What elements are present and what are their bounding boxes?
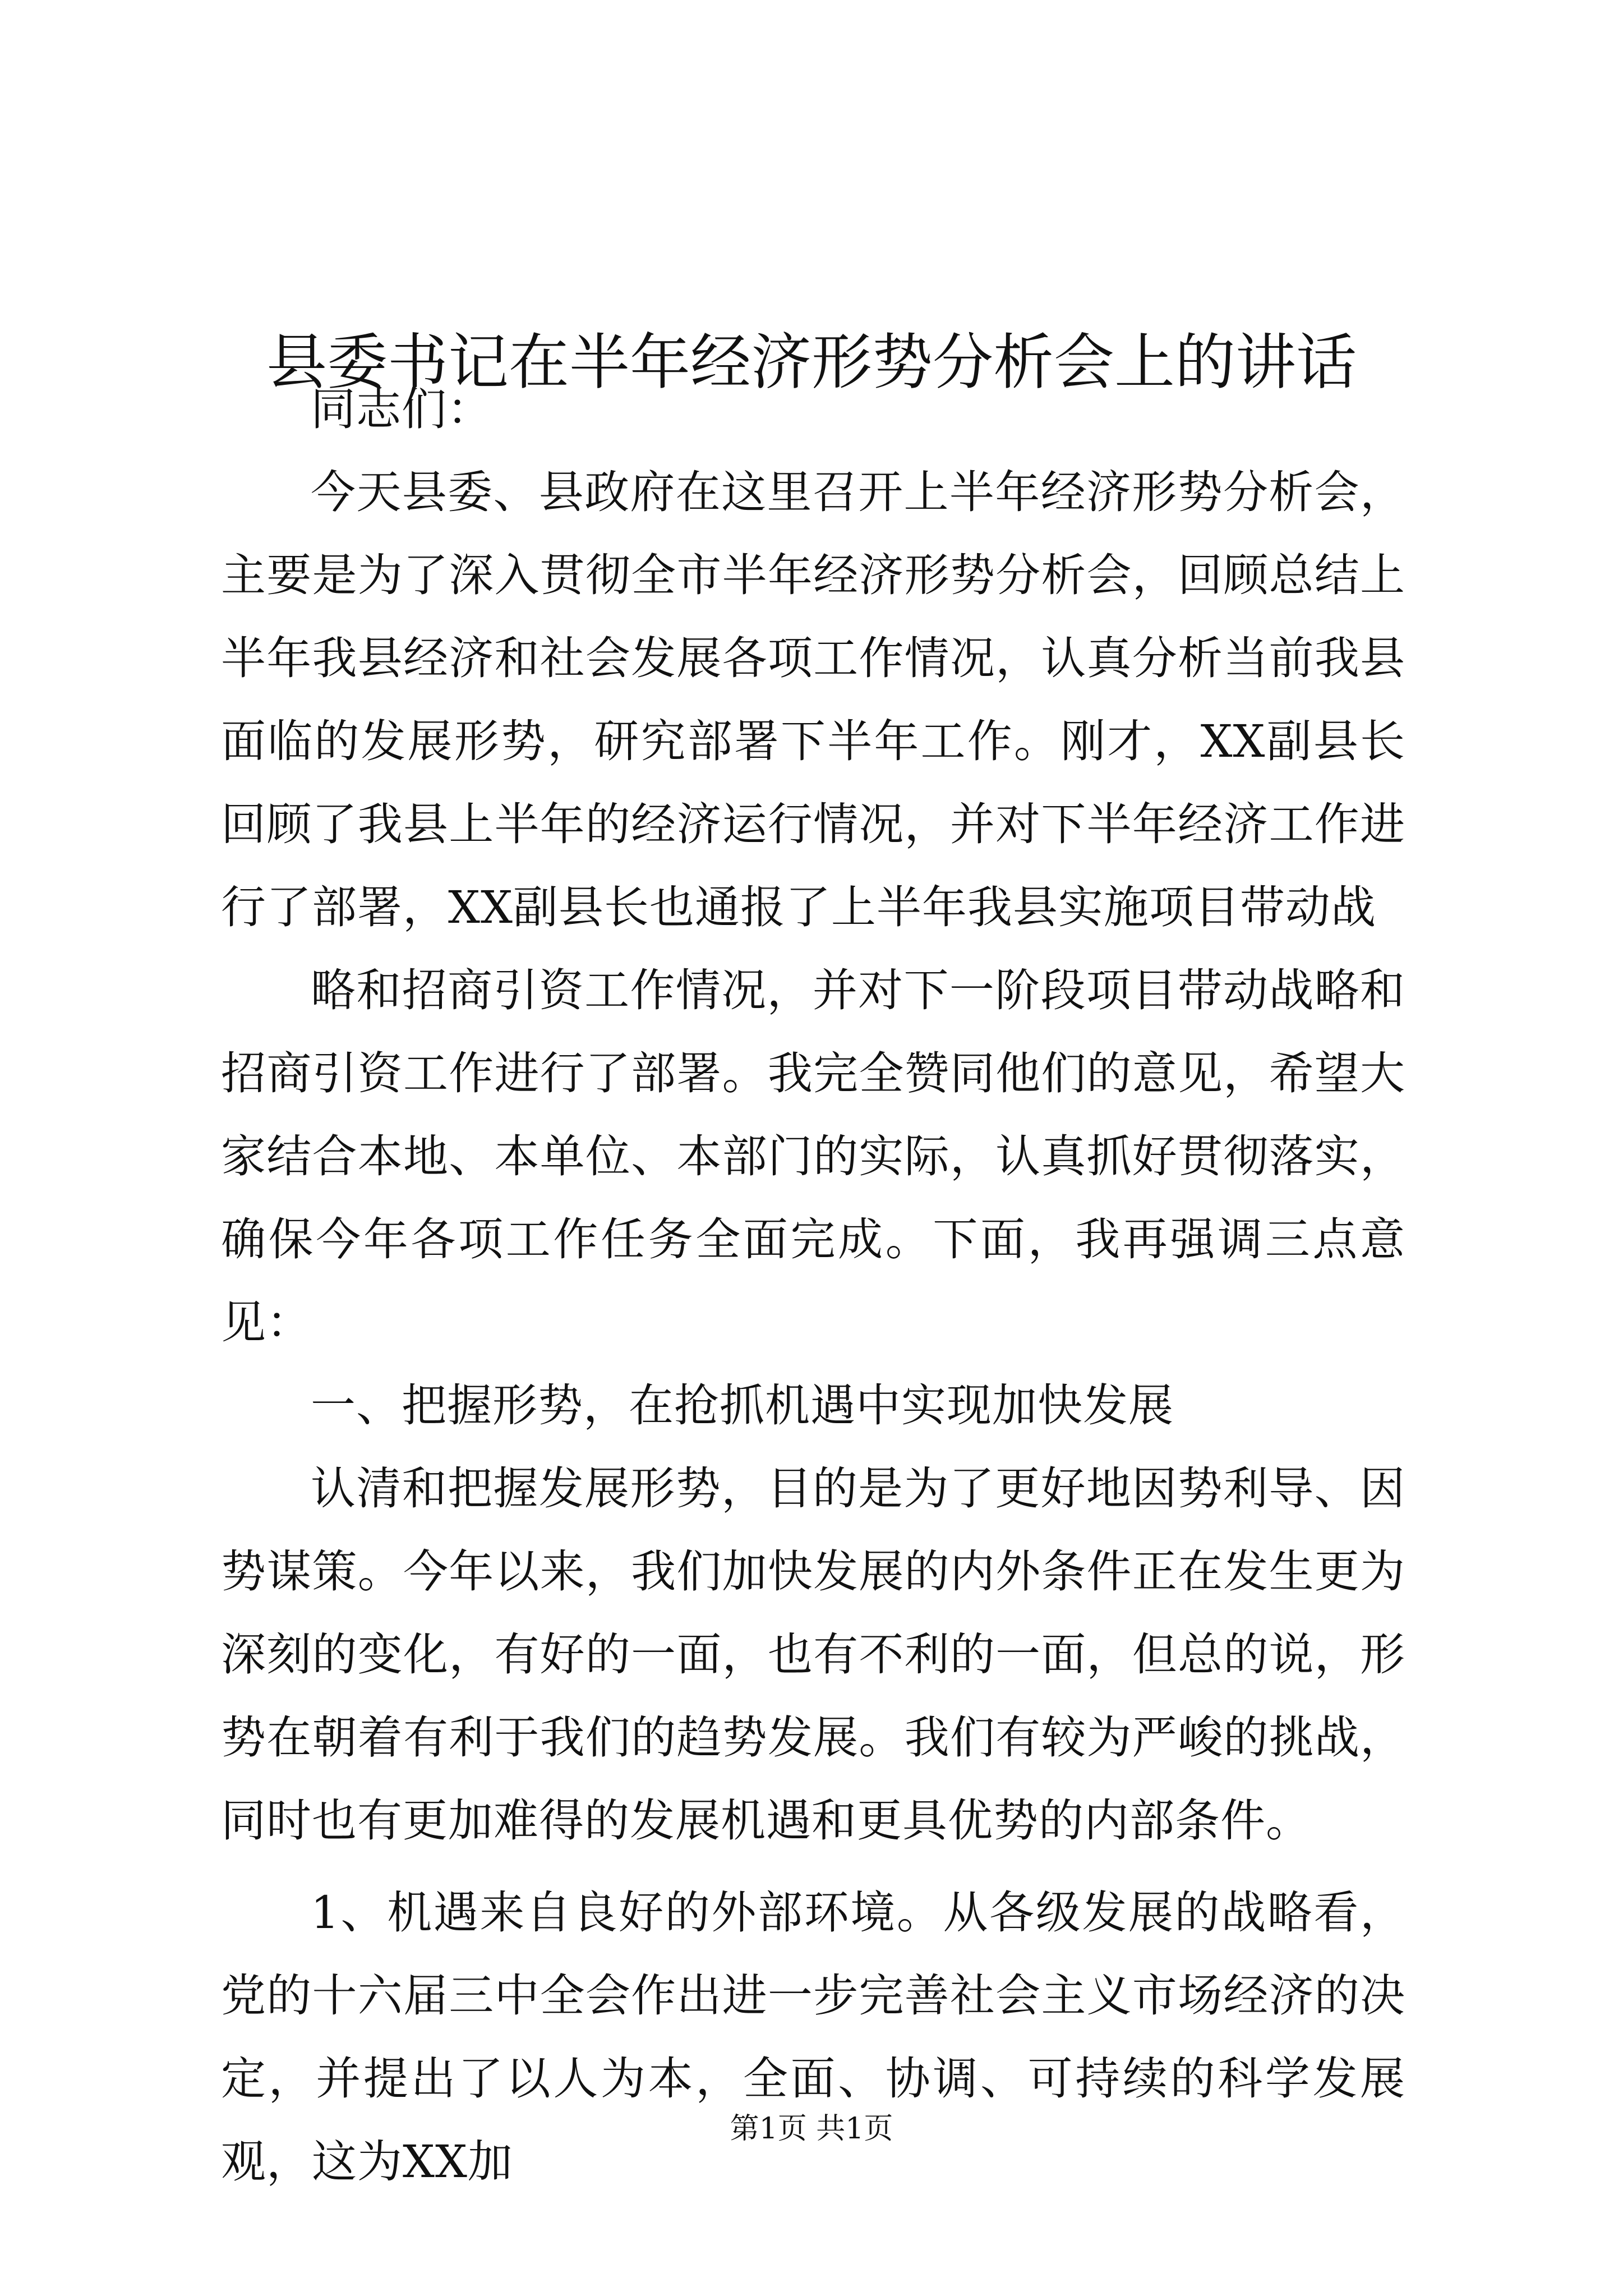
section-heading-1: 一、把握形势，在抢抓机遇中实现加快发展	[311, 1379, 1174, 1432]
paragraph-opportunity-1: 1、机遇来自良好的外部环境。从各级发展的战略看，党的十六届三中全会作出进一步完善社会主义市场经济的决定，并提出了以人为本，全面、协调、可持续的科学发展观，这为XX加	[221, 1887, 1405, 2188]
document-body	[221, 368, 1405, 2203]
paragraph-intro: 今天县委、县政府在这里召开上半年经济形势分析会，主要是为了深入贯彻全市半年经济形势分析会，回顾总结上半年我县经济和社会发展各项工作情况，认真分析当前我县面临的发展形势，研究部署下半年工作。刚才，XX副县长回顾了我县上半年的经济运行情况，并对下半年经济工作进行了部署，XX副县长也通报了上半年我县实施项目带动战	[221, 466, 1405, 933]
paragraph-salutation: 同志们：	[311, 383, 492, 435]
document-title: 县委书记在半年经济形势分析会上的讲话	[266, 328, 1357, 398]
page-footer: 第1页 共1页	[730, 2112, 893, 2146]
paragraph-situation: 认清和把握发展形势，目的是为了更好地因势利导、因势谋策。今年以来，我们加快发展的内外条件正在发生更为深刻的变化，有好的一面，也有不利的一面，但总的说，形势在朝着有利于我们的趋势发展。我们有较为严峻的挑战，同时也有更加难得的发展机遇和更具优势的内部条件。	[221, 1462, 1405, 1847]
paragraph-intro-continued: 略和招商引资工作情况，并对下一阶段项目带动战略和招商引资工作进行了部署。我完全赞同他们的意见，希望大家结合本地、本单位、本部门的实际，认真抓好贯彻落实，确保今年各项工作任务全面完成。下面，我再强调三点意见：	[221, 964, 1405, 1349]
